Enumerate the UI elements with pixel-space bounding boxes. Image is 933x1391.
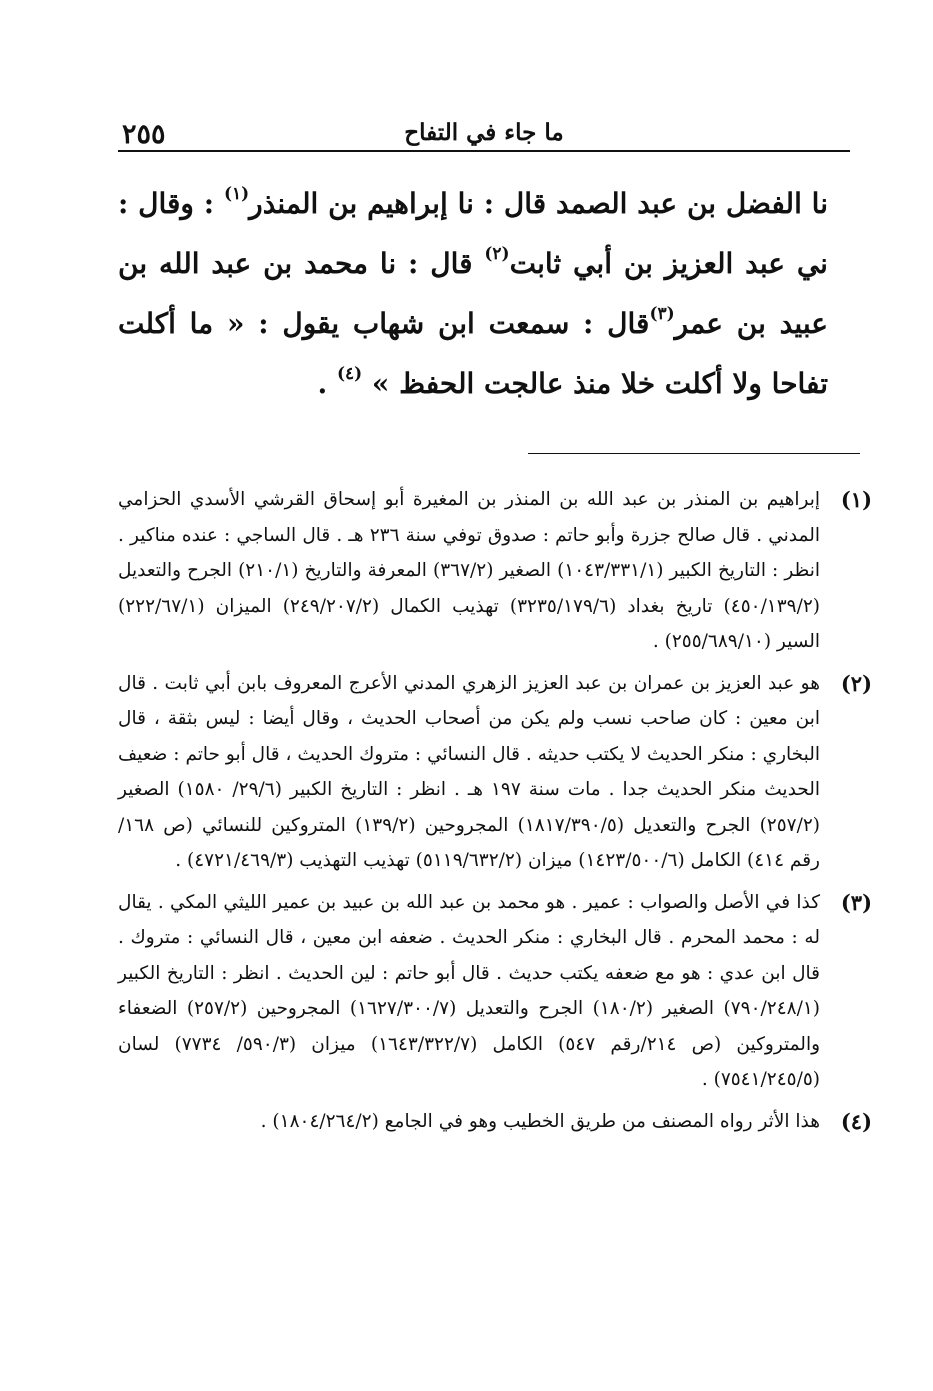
footnote-text: هذا الأثر رواه المصنف من طريق الخطيب وهو في الجامع (١٨٠٤/٢٦٤/٢) . — [260, 1110, 820, 1132]
header-rule — [118, 150, 850, 152]
footnote-text: إبراهيم بن المنذر بن عبد الله بن المنذر بن المغيرة أبو إسحاق القرشي الأسدي الحزامي المدني . قال صالح جزرة وأبو حاتم : صدوق توفي سنة ٢٣٦ هـ . قال الساجي : عنده مناكير . انظر : التاريخ الكبير (١٠٤٣/٣٣١/١) الصغير (٣٦٧/٢) المعرفة والتاريخ (٢١٠/١) الجرح والتعديل (٤٥٠/١٣٩/٢) تاريخ بغداد (٣٢٣٥/١٧٩/٦) تهذيب الكمال (٢٤٩/٢٠٧/٢) الميزان (٢٢٢/٦٧/١) السير (٢٥٥/٦٨٩/١٠) . — [118, 489, 821, 652]
running-title: ما جاء في التفاح — [404, 119, 564, 146]
footnote-marker-2: (٢) — [484, 244, 510, 264]
page-number: ٢٥٥ — [122, 119, 166, 150]
page-header — [118, 100, 850, 152]
main-text — [118, 174, 828, 414]
footnote-number: (٣) — [840, 889, 872, 915]
footnote-number: (١) — [840, 487, 872, 512]
text-segment: قال : نا محمد بن عبد الله بن عبيد بن عمر — [118, 247, 828, 340]
text-segment: نا الفضل بن عبد الصمد قال : نا إبراهيم بن المنذر — [249, 187, 828, 220]
footnote-marker-3: (٣) — [649, 304, 675, 324]
text-segment: قال : سمعت ابن شهاب يقول : « ما أكلت تفاحا ولا أكلت خلا منذ عالجت الحفظ » — [118, 307, 828, 400]
footnote-2 — [118, 666, 872, 879]
footnote-number: (٢) — [840, 670, 872, 696]
footnote-number: (٤) — [840, 1108, 872, 1134]
footnote-text: كذا في الأصل والصواب : عمير . هو محمد بن عبد الله بن عبيد بن عمير الليثي المكي . يقال له : محمد المحرم . قال البخاري : منكر الحديث . ضعفه ابن معين ، قال النسائي : متروك . قال ابن عدي : هو مع ضعفه يكتب حديث . قال أبو حاتم : لين الحديث . انظر : التاريخ الكبير (٧٩٠/٢٤٨/١) الصغير (١٨٠/٢) الجرح والتعديل (١٦٢٧/٣٠٠/٧) المجروحين (٢٥٧/٢) الضعفاء والمتروكين (ص ٢١٤/رقم ٥٤٧) الكامل (١٦٤٣/٣٢٢/٧) ميزان (٥٩٠/٣/ ٧٧٣٤) لسان (٧٥٤١/٢٤٥/٥) . — [118, 891, 821, 1090]
footnote-marker-4: (٤) — [336, 364, 363, 384]
text-segment: . — [317, 367, 337, 400]
footnote-separator — [528, 453, 860, 454]
footnotes — [118, 482, 872, 1145]
hadith-paragraph — [118, 174, 828, 414]
footnote-4 — [118, 1104, 872, 1140]
footnote-marker-1: (١) — [223, 184, 250, 204]
footnote-3 — [118, 885, 872, 1098]
footnote-text: هو عبد العزيز بن عمران بن عبد العزيز الزهري المدني الأعرج المعروف بابن أبي ثابت . قال ابن معين : كان صاحب نسب ولم يكن من أصحاب الحديث ، وقال أيضا : ليس بثقة ، قال البخاري : منكر الحديث لا يكتب حديثه . قال النسائي : متروك الحديث ، قال أبو حاتم : ضعيف الحديث منكر الحديث جدا . مات سنة ١٩٧ هـ . انظر : التاريخ الكبير (٢٩/٦/ ١٥٨٠) الصغير (٢٥٧/٢) الجرح والتعديل (١٨١٧/٣٩٠/٥) المجروحين (١٣٩/٢) المتروكين للنسائي (ص ١٦٨/رقم ٤١٤) الكامل (١٤٢٣/٥٠٠/٦) ميزان (٥١١٩/٦٣٢/٢) تهذيب التهذيب (٤٧٢١/٤٦٩/٣) . — [118, 672, 821, 871]
text-segment: : وقال : ني عبد العزيز بن أبي ثابت — [118, 187, 828, 280]
footnote-1 — [118, 482, 872, 660]
